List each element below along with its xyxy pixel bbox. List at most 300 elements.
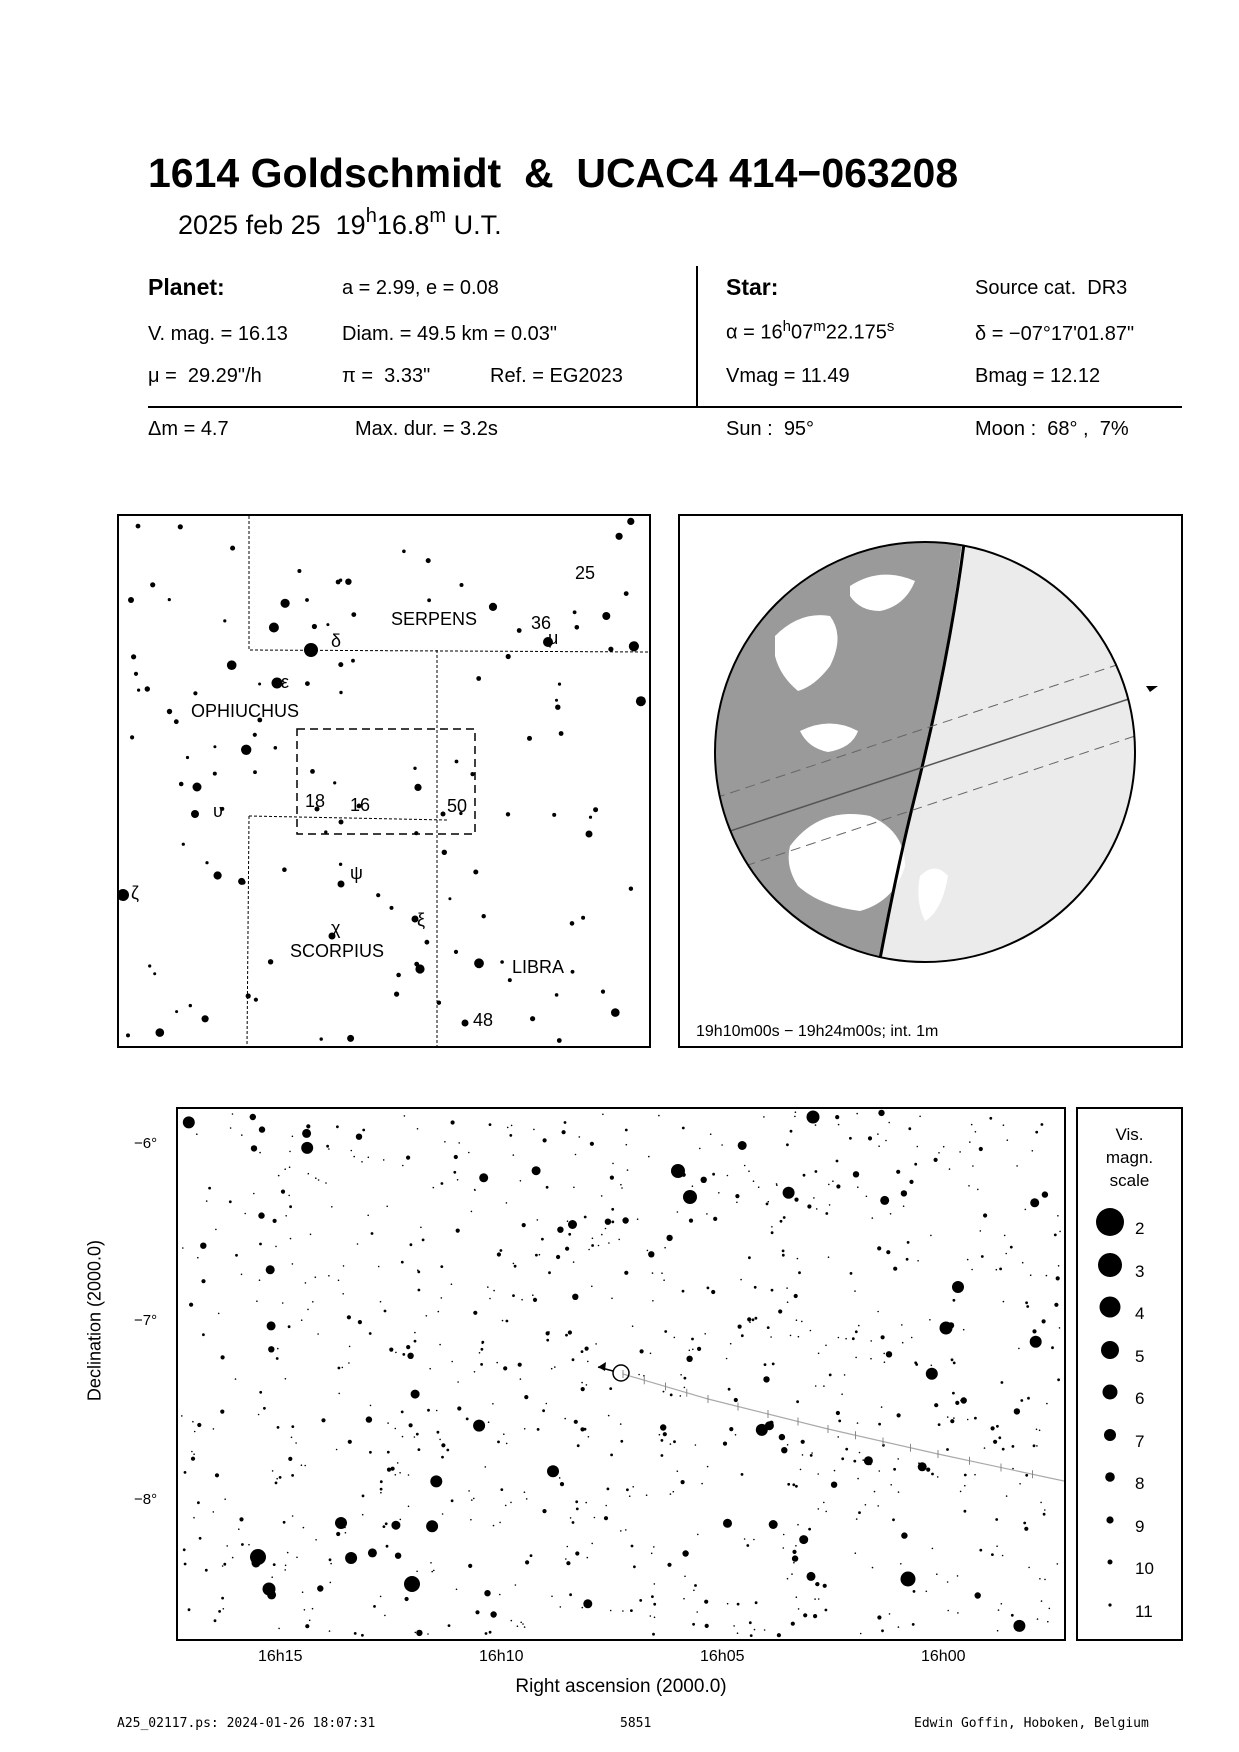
field-star xyxy=(409,1423,413,1427)
field-star xyxy=(647,1250,649,1252)
field-star xyxy=(633,1565,636,1568)
field-star xyxy=(611,1221,614,1224)
field-star xyxy=(911,1337,913,1339)
field-star xyxy=(468,1152,470,1154)
field-star xyxy=(218,1313,220,1315)
map-star xyxy=(589,816,592,819)
event-hour: 19 xyxy=(335,210,366,240)
field-star xyxy=(389,1348,393,1352)
field-star xyxy=(967,1259,969,1261)
field-star xyxy=(683,1598,685,1600)
field-star xyxy=(182,1247,184,1249)
map-star xyxy=(555,699,558,702)
field-star xyxy=(565,1247,569,1251)
field-star xyxy=(626,1144,628,1146)
field-star xyxy=(1011,1614,1014,1617)
field-star xyxy=(659,1434,661,1436)
field-star xyxy=(590,1142,594,1146)
field-star xyxy=(539,1254,541,1256)
field-star xyxy=(184,1563,187,1566)
field-star xyxy=(226,1545,228,1547)
field-star xyxy=(499,1594,501,1596)
field-star xyxy=(796,1596,798,1598)
field-star xyxy=(391,1521,400,1530)
field-star xyxy=(488,1421,490,1423)
field-star xyxy=(560,1606,562,1608)
field-star xyxy=(1027,1397,1030,1400)
field-star xyxy=(426,1315,428,1317)
field-star xyxy=(777,1633,781,1637)
field-star xyxy=(546,1186,549,1189)
field-star xyxy=(648,1251,654,1257)
field-star xyxy=(1030,1198,1039,1207)
field-star xyxy=(194,1431,196,1433)
field-star xyxy=(953,1362,956,1365)
field-star xyxy=(296,1557,298,1559)
field-star xyxy=(841,1393,843,1395)
field-star xyxy=(769,1520,778,1529)
field-star xyxy=(931,1473,934,1476)
field-star xyxy=(441,1182,444,1185)
field-star xyxy=(457,1406,461,1410)
field-star xyxy=(1013,1620,1025,1632)
field-star xyxy=(980,1230,982,1232)
field-star xyxy=(1024,1527,1028,1531)
field-star xyxy=(670,1493,672,1495)
field-star xyxy=(947,1581,949,1583)
planet-heading: Planet: xyxy=(148,274,225,300)
field-star xyxy=(417,1271,420,1274)
field-star xyxy=(771,1289,774,1292)
field-star xyxy=(704,1600,708,1604)
map-star xyxy=(338,662,343,667)
scale-dot xyxy=(1100,1297,1121,1318)
field-star xyxy=(938,1152,940,1154)
field-star xyxy=(964,1485,966,1487)
map-star xyxy=(223,619,226,622)
field-star xyxy=(877,1133,879,1135)
field-star xyxy=(206,1200,208,1202)
field-star xyxy=(868,1136,872,1140)
field-star xyxy=(513,1263,515,1265)
field-star xyxy=(601,1195,603,1197)
field-star xyxy=(886,1351,892,1357)
field-star xyxy=(1003,1124,1005,1126)
field-star xyxy=(756,1424,768,1436)
field-star xyxy=(301,1319,303,1321)
field-star xyxy=(767,1326,770,1329)
field-star xyxy=(493,1290,495,1292)
field-star xyxy=(802,1454,804,1456)
field-star xyxy=(831,1482,837,1488)
map-star xyxy=(608,647,613,652)
field-star xyxy=(532,1166,541,1175)
field-star xyxy=(1003,1301,1005,1303)
field-star xyxy=(576,1508,579,1511)
field-star xyxy=(968,1185,970,1187)
field-star xyxy=(622,1217,628,1223)
field-star xyxy=(878,1423,881,1426)
field-star xyxy=(250,1114,256,1120)
map-star xyxy=(167,709,172,714)
field-star xyxy=(736,1202,738,1204)
field-star xyxy=(738,1141,747,1150)
field-star xyxy=(302,1591,304,1593)
named-star xyxy=(119,889,129,901)
field-star xyxy=(849,1137,852,1140)
field-star xyxy=(963,1329,965,1331)
map-star xyxy=(179,782,184,787)
field-star xyxy=(886,1250,890,1254)
field-star xyxy=(433,1187,435,1189)
field-star xyxy=(686,1356,692,1362)
field-star xyxy=(312,1301,314,1303)
map-star xyxy=(305,598,309,602)
field-star xyxy=(791,1573,793,1575)
sun-elongation: Sun : 95° xyxy=(726,418,815,440)
map-star xyxy=(253,733,257,737)
field-star xyxy=(853,1460,856,1463)
field-star xyxy=(1047,1621,1049,1623)
field-star xyxy=(1039,1430,1041,1432)
field-star xyxy=(949,1168,951,1170)
map-star xyxy=(581,916,585,920)
field-star xyxy=(416,1433,419,1436)
field-star xyxy=(1056,1276,1060,1280)
field-star xyxy=(406,1345,410,1349)
field-star xyxy=(289,1151,291,1153)
field-star xyxy=(737,1632,739,1634)
field-star xyxy=(587,1557,589,1559)
field-star xyxy=(912,1623,915,1626)
scale-mag-9: 9 xyxy=(1135,1517,1145,1536)
field-star xyxy=(758,1186,760,1188)
field-star xyxy=(918,1462,927,1471)
field-star xyxy=(727,1603,729,1605)
field-star xyxy=(783,1216,786,1219)
field-star xyxy=(201,1279,205,1283)
field-star xyxy=(361,1161,363,1163)
field-star xyxy=(977,1189,979,1191)
field-star xyxy=(810,1330,812,1332)
map-star xyxy=(281,599,290,608)
field-star xyxy=(755,1317,758,1320)
field-star xyxy=(625,1529,627,1531)
y-axis-label-wrap xyxy=(75,1110,105,1530)
globe-caption: 19h10m00s − 19h24m00s; int. 1m xyxy=(696,1023,939,1040)
scale-mag-3: 3 xyxy=(1135,1262,1145,1281)
star-label-epsilon: ε xyxy=(281,672,290,692)
field-star xyxy=(661,1272,663,1274)
field-star xyxy=(755,1601,758,1604)
field-star xyxy=(542,1509,546,1513)
field-star xyxy=(499,1522,501,1524)
map-star xyxy=(636,696,646,706)
field-star xyxy=(845,1448,848,1451)
field-star xyxy=(520,1622,522,1624)
field-star xyxy=(713,1217,717,1221)
field-star xyxy=(1036,1429,1038,1431)
field-star xyxy=(402,1436,404,1438)
field-star xyxy=(391,1467,395,1471)
field-star xyxy=(707,1287,710,1290)
field-star xyxy=(901,1324,903,1326)
field-star xyxy=(859,1452,861,1454)
field-star xyxy=(181,1415,183,1417)
map-star xyxy=(153,972,156,975)
field-star xyxy=(855,1330,858,1333)
field-star xyxy=(568,1233,571,1236)
y-tick-8: −8° xyxy=(134,1491,158,1508)
field-star xyxy=(993,1440,997,1444)
field-star xyxy=(902,1342,904,1344)
field-star xyxy=(913,1590,916,1593)
field-star xyxy=(384,1310,387,1313)
field-star xyxy=(310,1234,312,1236)
field-star xyxy=(556,1255,560,1259)
bright-field-star xyxy=(940,1322,953,1335)
star-label-xi: ξ xyxy=(417,910,426,930)
field-star xyxy=(825,1212,828,1215)
scale-dot xyxy=(1104,1429,1116,1441)
field-star xyxy=(1030,1336,1042,1348)
star-label-18: 18 xyxy=(305,791,326,811)
field-star xyxy=(325,1182,327,1184)
event-date: 2025 feb 25 xyxy=(178,210,321,240)
field-star xyxy=(674,1337,676,1339)
field-star xyxy=(877,1311,879,1313)
field-star xyxy=(594,1517,596,1519)
named-star xyxy=(128,597,134,603)
field-star xyxy=(1025,1301,1028,1304)
field-star xyxy=(737,1603,740,1606)
field-star xyxy=(870,1340,872,1342)
field-star xyxy=(595,1343,597,1345)
field-star xyxy=(908,1127,911,1130)
field-star xyxy=(897,1458,899,1460)
field-star xyxy=(358,1320,362,1324)
map-star xyxy=(351,612,356,617)
field-star xyxy=(605,1228,607,1230)
field-star xyxy=(855,1552,857,1554)
bright-field-star xyxy=(671,1164,685,1178)
field-star xyxy=(808,1528,811,1531)
field-star xyxy=(220,1410,224,1414)
field-star xyxy=(605,1219,611,1225)
field-star xyxy=(542,1409,545,1412)
field-star xyxy=(517,1625,519,1627)
field-star xyxy=(651,1595,654,1598)
field-star xyxy=(427,1633,429,1635)
field-star xyxy=(357,1243,359,1245)
field-star xyxy=(955,1401,959,1405)
field-star xyxy=(386,1206,388,1208)
field-star xyxy=(807,1572,816,1581)
field-star xyxy=(936,1573,938,1575)
field-star xyxy=(574,1420,578,1424)
field-star xyxy=(573,1187,575,1189)
map-star xyxy=(202,1015,209,1022)
field-star xyxy=(906,1258,909,1261)
field-star xyxy=(1010,1246,1013,1249)
field-star xyxy=(880,1196,889,1205)
named-star xyxy=(462,1020,469,1027)
field-star xyxy=(214,1619,217,1622)
field-star xyxy=(811,1452,813,1454)
field-star xyxy=(998,1609,1000,1611)
field-star xyxy=(1057,1563,1059,1565)
field-star xyxy=(791,1622,795,1626)
map-star xyxy=(552,813,556,817)
map-star xyxy=(246,993,251,998)
map-star xyxy=(268,959,273,964)
field-star xyxy=(609,1387,612,1390)
field-star xyxy=(783,1534,785,1536)
field-star xyxy=(890,1213,892,1215)
field-star xyxy=(763,1376,769,1382)
field-star xyxy=(1042,1191,1048,1197)
field-star xyxy=(896,1170,900,1174)
field-star xyxy=(818,1508,820,1510)
field-star xyxy=(663,1391,665,1393)
field-star xyxy=(533,1298,537,1302)
field-star xyxy=(259,1279,261,1281)
field-star xyxy=(825,1345,827,1347)
map-star xyxy=(336,580,341,585)
field-star xyxy=(387,1468,391,1472)
map-star xyxy=(571,970,575,974)
map-star xyxy=(175,1010,178,1013)
field-star xyxy=(814,1598,816,1600)
field-star xyxy=(535,1254,538,1257)
field-star xyxy=(481,1348,484,1351)
field-star xyxy=(591,1543,593,1545)
field-star xyxy=(1046,1275,1048,1277)
field-star xyxy=(1057,1215,1059,1217)
map-star xyxy=(193,691,197,695)
map-star xyxy=(455,760,459,764)
field-star xyxy=(591,1244,594,1247)
field-star xyxy=(611,1208,614,1211)
field-star xyxy=(573,1261,575,1263)
field-star xyxy=(480,1363,483,1366)
field-star xyxy=(408,1506,410,1508)
scale-mag-4: 4 xyxy=(1135,1304,1145,1323)
map-star xyxy=(339,863,342,866)
field-star xyxy=(224,1498,226,1500)
field-star xyxy=(1043,1513,1046,1516)
field-star xyxy=(471,1499,473,1501)
field-star xyxy=(1037,1618,1039,1620)
field-star xyxy=(1018,1348,1020,1350)
field-star xyxy=(879,1470,881,1472)
field-star xyxy=(872,1217,874,1219)
field-star xyxy=(387,1422,389,1424)
field-star xyxy=(681,1480,685,1484)
globe-map xyxy=(678,514,1183,1048)
delta-mag: Δm = 4.7 xyxy=(148,418,229,440)
field-star xyxy=(754,1286,757,1289)
field-star xyxy=(402,1353,405,1356)
field-star xyxy=(267,1321,276,1330)
field-star xyxy=(522,1623,524,1625)
star-dec: δ = −07°17'01.87" xyxy=(975,323,1135,345)
map-star xyxy=(602,612,610,620)
field-star xyxy=(663,1279,665,1281)
field-star xyxy=(410,1243,413,1246)
field-star xyxy=(699,1148,701,1150)
field-star xyxy=(548,1271,551,1274)
field-star xyxy=(503,1433,505,1435)
field-star xyxy=(1049,1608,1051,1610)
field-star xyxy=(680,1374,682,1376)
field-star xyxy=(285,1378,287,1380)
field-star xyxy=(838,1420,841,1423)
field-star xyxy=(929,1319,931,1321)
field-star xyxy=(500,1249,503,1252)
field-star xyxy=(591,1286,593,1288)
field-star xyxy=(798,1271,801,1274)
star-label-delta: δ xyxy=(331,631,342,651)
star-label-36: 36 xyxy=(531,613,552,633)
field-star xyxy=(787,1578,789,1580)
field-star xyxy=(496,1362,498,1364)
field-star xyxy=(446,1449,449,1452)
field-star xyxy=(754,1629,756,1631)
field-star xyxy=(893,1468,896,1471)
field-star xyxy=(984,1447,986,1449)
field-star xyxy=(640,1349,644,1353)
scale-dot xyxy=(1108,1560,1113,1565)
field-star xyxy=(618,1239,620,1241)
map-star xyxy=(426,558,431,563)
field-star xyxy=(437,1431,440,1434)
field-star xyxy=(468,1564,472,1568)
field-star xyxy=(598,1245,600,1247)
field-star xyxy=(259,1391,262,1394)
field-star xyxy=(503,1366,507,1370)
field-star xyxy=(718,1192,720,1194)
field-star xyxy=(823,1584,827,1588)
field-star xyxy=(938,1423,941,1426)
field-star xyxy=(844,1374,846,1376)
field-star xyxy=(823,1502,825,1504)
field-star xyxy=(974,1474,976,1476)
field-star xyxy=(1059,1231,1061,1233)
field-star xyxy=(753,1539,755,1541)
field-star xyxy=(362,1129,365,1132)
named-star xyxy=(441,812,446,817)
map-star xyxy=(629,887,633,891)
field-star xyxy=(670,1394,673,1397)
field-star xyxy=(541,1238,544,1241)
bright-field-star xyxy=(807,1111,820,1124)
field-star xyxy=(397,1462,399,1464)
field-star xyxy=(275,1482,278,1485)
scale-mag-11: 11 xyxy=(1135,1602,1153,1621)
field-star xyxy=(383,1159,385,1161)
field-star xyxy=(585,1347,589,1351)
field-star xyxy=(557,1227,563,1233)
map-star xyxy=(476,676,481,681)
field-star xyxy=(810,1454,813,1457)
field-star xyxy=(1007,1139,1009,1141)
field-star xyxy=(537,1219,539,1221)
field-star xyxy=(825,1609,828,1612)
field-star xyxy=(520,1180,522,1182)
field-star xyxy=(218,1610,221,1613)
field-star xyxy=(367,1215,369,1217)
